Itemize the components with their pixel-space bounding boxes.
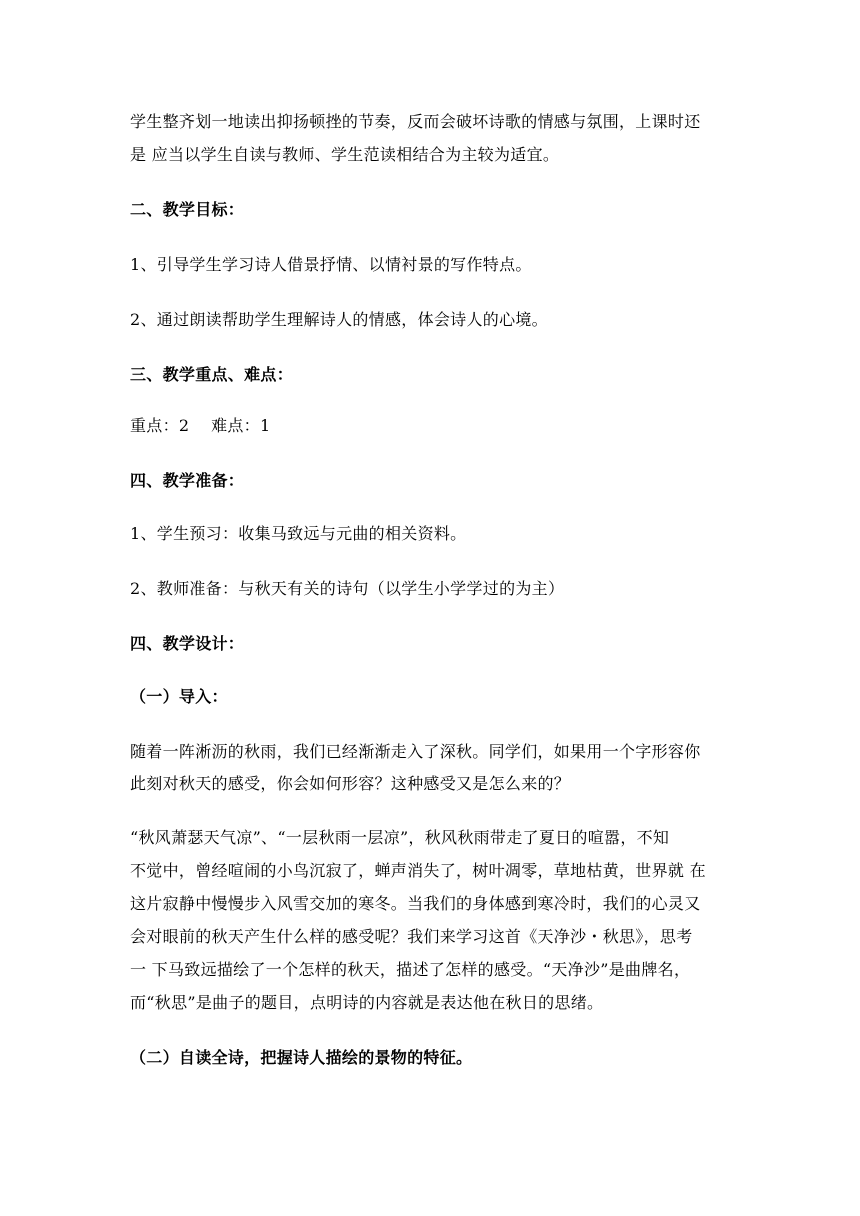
paragraph-line: 一 下马致远描绘了一个怎样的秋天，描述了怎样的感受。“天净沙”是曲牌名， xyxy=(130,960,691,979)
key-points-text: 重点：2 难点：1 xyxy=(130,416,271,435)
section-heading-key-points: 三、教学重点、难点： xyxy=(130,365,294,384)
paragraph-line: 这片寂静中慢慢步入风雪交加的寒冬。当我们的身体感到寒冷时，我们的心灵又 xyxy=(130,894,701,913)
preparation-item: 2、教师准备：与秋天有关的诗句（以学生小学学过的为主） xyxy=(130,579,565,598)
subsection-heading-reading: （二）自读全诗，把握诗人描绘的景物的特征。 xyxy=(130,1048,473,1067)
section-heading-objectives: 二、教学目标： xyxy=(130,200,245,219)
paragraph-line: 学生整齐划一地读出抑扬顿挫的节奏，反而会破坏诗歌的情感与氛围，上课时还 xyxy=(130,112,701,131)
paragraph-line: 会对眼前的秋天产生什么样的感受呢？我们来学习这首《天净沙・秋思》，思考 xyxy=(130,927,693,946)
objective-item: 2、通过朗读帮助学生理解诗人的情感，体会诗人的心境。 xyxy=(130,310,548,329)
paragraph-line: 随着一阵淅沥的秋雨，我们已经渐渐走入了深秋。同学们，如果用一个字形容你 xyxy=(130,742,701,761)
paragraph-line: 是 应当以学生自读与教师、学生范读相结合为主较为适宜。 xyxy=(130,145,560,164)
section-heading-preparation: 四、教学准备： xyxy=(130,471,245,490)
paragraph-line: 而“秋思”是曲子的题目，点明诗的内容就是表达他在秋日的思绪。 xyxy=(130,993,604,1012)
paragraph-line: “秋风萧瑟天气凉”、“一层秋雨一层凉”，秋风秋雨带走了夏日的喧嚣，不知 xyxy=(130,828,670,847)
paragraph-line: 不觉中，曾经喧闹的小鸟沉寂了，蝉声消失了，树叶凋零，草地枯黄，世界就 在 xyxy=(130,861,706,880)
objective-item: 1、引导学生学习诗人借景抒情、以情衬景的写作特点。 xyxy=(130,255,532,274)
section-heading-design: 四、教学设计： xyxy=(130,634,245,653)
subsection-heading-intro: （一）导入： xyxy=(130,687,228,706)
paragraph-line: 此刻对秋天的感受，你会如何形容？这种感受又是怎么来的？ xyxy=(130,774,571,793)
preparation-item: 1、学生预习：收集马致远与元曲的相关资料。 xyxy=(130,524,467,543)
